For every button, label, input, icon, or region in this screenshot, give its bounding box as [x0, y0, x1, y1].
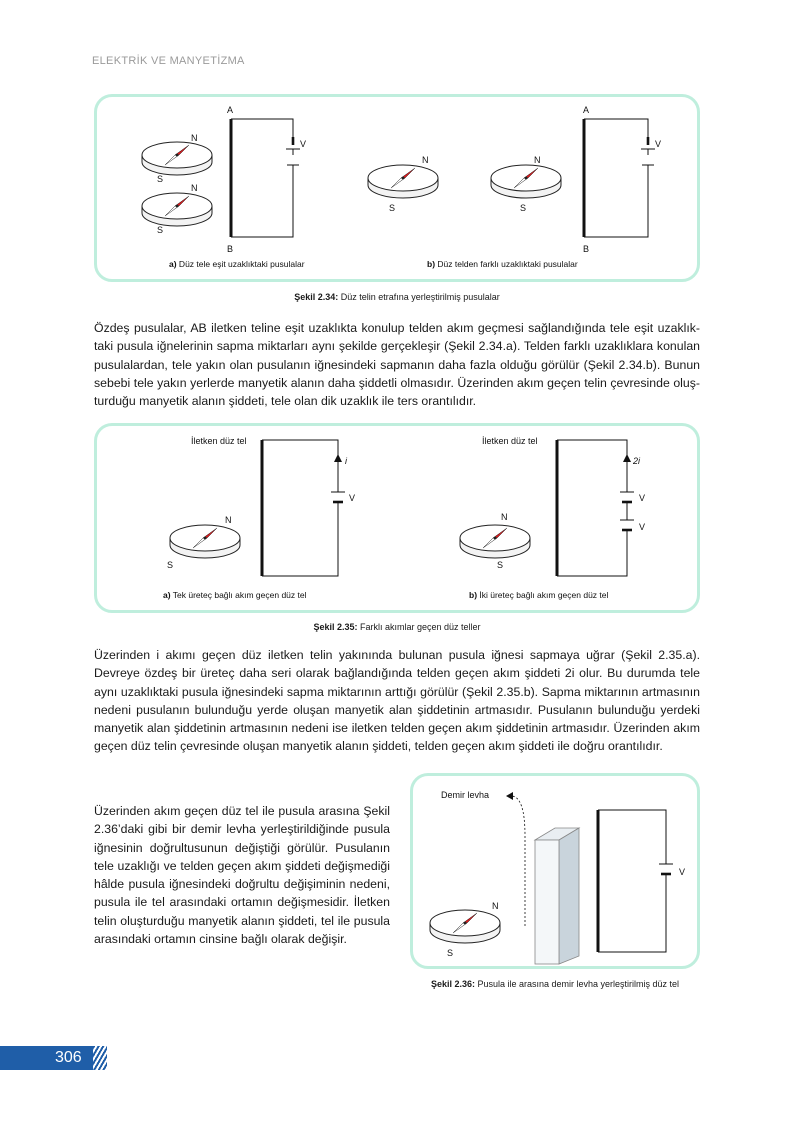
voltage-label: V [300, 139, 307, 149]
iron-plate-side [559, 828, 579, 964]
figure-2-36-caption: Şekil 2.36: Pusula ile arasına demir levha yerleştirilmiş düz tel [430, 979, 680, 989]
running-header: ELEKTRİK VE MANYETİZMA [92, 55, 245, 67]
page-number-hatch [93, 1046, 107, 1070]
compass-south-label: S [157, 174, 164, 184]
pointer-line [511, 796, 525, 926]
compass-icon [368, 165, 438, 198]
circuit-wire [231, 119, 293, 137]
circuit-wire [598, 874, 666, 952]
voltage-label: V [639, 522, 646, 532]
figure-2-35-frame [94, 423, 700, 613]
voltage-label: V [655, 139, 662, 149]
point-a-label: A [583, 105, 590, 115]
circuit-wire [262, 502, 338, 576]
voltage-label: V [639, 493, 646, 503]
compass-icon [491, 165, 561, 198]
compass-icon [430, 910, 500, 943]
compass-north-label: N [422, 155, 429, 165]
compass-south-label: S [520, 203, 527, 213]
figure-2-36-frame [410, 773, 700, 969]
sub-caption-a: a) Tek üreteç bağlı akım geçen düz tel [163, 590, 307, 600]
compass-north-label: N [501, 512, 508, 522]
plate-label: Demir levha [441, 790, 490, 800]
paragraph-1: Özdeş pusulalar, AB iletken teline eşit uzaklıkta konulup telden akım geçmesi sağlandığında tele eşit uzaklık-taki pusula iğnelerinin sapma miktarları aynı şekilde gerçekleşir (Şekil 2.34.a). Telden farklı uzaklıklara konulan pusulalardan, tele yakın olan pusulanın iğnesindeki sapmanın daha fazla olduğu görülür (Şekil 2.34.b). Bunun sebebi tele yakın yerlerde manyetik alanın daha şiddetli olmasıdır. Üzerinden akım geçen telin çevresinde oluş-turduğu manyetik alanın şiddeti, tele olan dik uzaklık ile ters orantılıdır. [94, 321, 700, 409]
sub-caption-b: b) Düz telden farklı uzaklıktaki pusulalar [427, 259, 578, 269]
compass-north-label: N [225, 515, 232, 525]
iron-plate-front [535, 840, 559, 964]
figure-2-34-drawing [97, 97, 703, 285]
voltage-label: V [349, 493, 356, 503]
circuit-wire [262, 440, 338, 492]
page-number: 306 [55, 1049, 82, 1066]
circuit-wire [231, 165, 293, 237]
compass-icon [142, 193, 212, 226]
circuit-wire [584, 165, 648, 237]
sub-caption-a: a) Düz tele eşit uzaklıktaki pusulalar [169, 259, 305, 269]
paragraph-3: Üzerinden akım geçen düz tel ile pusula arasına Şekil 2.36’daki gibi bir demir levha yerleştirildiğinde pusula iğnesinin doğrultusunun değiştiği görülür. Pusulanın tele uzaklığı ve telden geçen akım şiddeti değişmediği hâlde pusula iğnesindeki doğrultu değişiminin nedeni, pusula ile tel arasındaki ortamın değişmesidir. İletken telin oluşturduğu manyetik alanın şiddeti, tel ile pusula arasındaki ortamın cinsine bağlı olarak değişir. [94, 804, 390, 947]
circuit-wire [557, 440, 627, 492]
figure-2-35-drawing [97, 426, 703, 616]
wire-label: İletken düz tel [191, 436, 247, 446]
current-arrow-icon [334, 454, 342, 462]
pointer-arrow-icon [506, 792, 513, 800]
compass-icon [142, 142, 212, 175]
sub-caption-b: b) İki üreteç bağlı akım geçen düz tel [469, 590, 609, 600]
compass-north-label: N [534, 155, 541, 165]
current-label: i [345, 456, 347, 466]
figure-2-34-frame [94, 94, 700, 282]
circuit-wire [598, 810, 666, 864]
circuit-wire [557, 530, 627, 576]
compass-south-label: S [447, 948, 454, 958]
point-b-label: B [583, 244, 590, 254]
compass-south-label: S [167, 560, 174, 570]
compass-south-label: S [157, 225, 164, 235]
figure-2-35-caption: Şekil 2.35: Farklı akımlar geçen düz teller [313, 622, 481, 632]
figure-2-36-drawing [413, 776, 703, 972]
current-arrow-icon [623, 454, 631, 462]
compass-icon [460, 525, 530, 558]
figure-2-34-caption: Şekil 2.34: Düz telin etrafına yerleştirilmiş pusulalar [294, 292, 500, 302]
compass-north-label: N [191, 133, 198, 143]
compass-north-label: N [191, 183, 198, 193]
compass-south-label: S [497, 560, 504, 570]
point-a-label: A [227, 105, 234, 115]
compass-icon [170, 525, 240, 558]
voltage-label: V [679, 867, 686, 877]
current-label: 2i [633, 456, 641, 466]
compass-north-label: N [492, 901, 499, 911]
wire-label: İletken düz tel [482, 436, 538, 446]
point-b-label: B [227, 244, 234, 254]
circuit-wire [584, 119, 648, 137]
paragraph-2: Üzerinden i akımı geçen düz iletken telin yakınında bulunan pusula iğnesi sapmaya uğrar (Şekil 2.35.a). Devreye özdeş bir üreteç daha seri olarak bağlandığında telden geçen akım şiddeti 2i olur. Bu durumda tele aynı uzaklıktaki pusula iğnesindeki sapma miktarının arttığı görülür (Şekil 2.35.b). Sapma miktarının artmasının nedeni pusulanın bulunduğu yerde oluşan manyetik alan şiddetinin artmasıdır. Pusulanın bulunduğu yerdeki manyetik alan şiddetinin artmasının nedeni ise iletken telden geçen akım şiddetinin artmasıdır. Üzerinden akım geçen düz telin çevresinde oluşan manyetik alanın şiddeti, telden geçen akım şiddeti ile doğru orantılıdır. [94, 648, 700, 754]
compass-south-label: S [389, 203, 396, 213]
